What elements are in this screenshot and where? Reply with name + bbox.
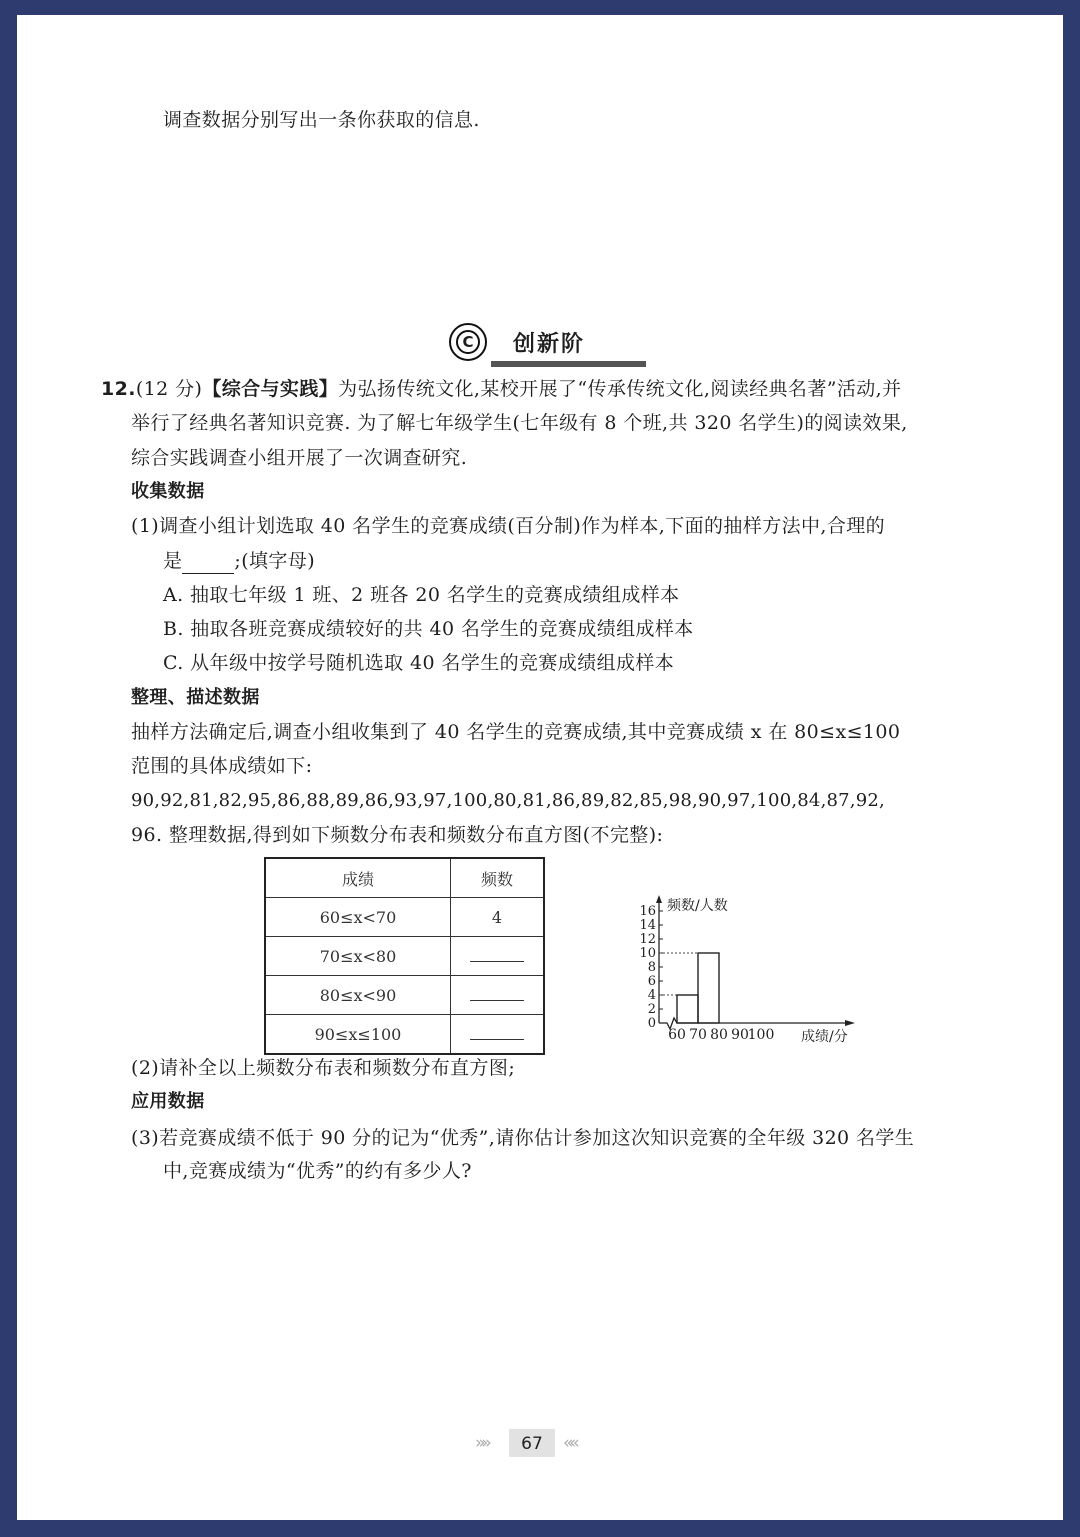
table-row: 90≤x≤100 [265,1015,544,1055]
question-number: 12. [101,378,136,400]
section-title: 创新阶 [513,332,586,357]
collect-heading: 收集数据 [131,481,205,502]
x-axis-arrow [845,1020,855,1026]
organize-heading: 整理、描述数据 [131,687,260,708]
page-number: 67 [521,1434,543,1454]
x-tick-label: 100 [747,1027,775,1043]
frequency-table [264,857,545,1055]
y-axis-arrow [656,895,662,903]
y-tick-label: 4 [647,988,656,1003]
histogram-bar [698,953,719,1023]
table-header-row [265,858,544,898]
count-blank [470,986,524,1001]
question-12-line2: 举行了经典名著知识竞赛. 为了解七年级学生(七年级有 8 个班,共 320 名学生)的阅读效果, [131,412,908,434]
x-tick-label: 90 [731,1027,749,1043]
x-tick-label: 80 [710,1027,728,1043]
question-12-line3: 综合实践调查小组开展了一次调查研究. [131,447,468,469]
y-tick-label: 10 [639,946,656,961]
count-blank [470,947,524,962]
part3-line1: (3)若竞赛成绩不低于 90 分的记为“优秀”,请你估计参加这次知识竞赛的全年级 320 名学生 [131,1127,915,1149]
count-blank [470,1025,524,1040]
score-list-line1: 90,92,81,82,95,86,88,89,86,93,97,100,80,81,86,89,82,85,98,90,97,100,84,87,92, [131,790,885,811]
x-tick-label: 70 [689,1027,707,1043]
y-tick-label: 2 [647,1002,656,1017]
score-list-line2: 96. 整理数据,得到如下频数分布表和频数分布直方图(不完整): [131,824,664,846]
organize-line1: 抽样方法确定后,调查小组收集到了 40 名学生的竞赛成绩,其中竞赛成绩 x 在 80≤x≤100 [131,721,901,743]
c-badge-icon: C [449,323,487,361]
x-axis-label: 成绩/分 [801,1029,848,1045]
y-tick-label: 8 [647,960,656,975]
part2: (2)请补全以上频数分布表和频数分布直方图; [131,1057,516,1079]
option-a: A. 抽取七年级 1 班、2 班各 20 名学生的竞赛成绩组成样本 [163,584,680,606]
y-tick-label: 16 [639,904,656,919]
section-underline [491,361,646,367]
y-tick-label: 14 [639,918,656,933]
y-axis-label: 频数/人数 [667,898,728,914]
part3-line2: 中,竞赛成绩为“优秀”的约有多少人? [163,1160,472,1182]
table-row: 70≤x<80 [265,937,544,976]
question-tag: 【综合与实践】 [202,378,339,400]
page-footer [475,1429,615,1459]
y-tick-label: 0 [647,1016,656,1031]
chevrons-right-icon: »» [475,1433,488,1453]
table-row: 80≤x<90 [265,976,544,1015]
histogram [607,873,867,1053]
part1-line2: 是 ;(填字母) [163,550,316,572]
organize-line2: 范围的具体成绩如下: [131,755,313,777]
apply-heading: 应用数据 [131,1091,205,1112]
header-count: 频数 [451,858,545,898]
question-12-line1: 12.(12 分)【综合与实践】为弘扬传统文化,某校开展了“传承传统文化,阅读经典名著”活动,并 [101,378,902,400]
section-header [449,323,619,369]
table-row: 60≤x<70 4 [265,898,544,937]
y-tick-label: 6 [647,974,656,989]
chevrons-left-icon: «« [563,1433,576,1453]
option-b: B. 抽取各班竞赛成绩较好的共 40 名学生的竞赛成绩组成样本 [163,618,694,640]
answer-blank [182,555,234,574]
question-score: (12 分) [135,378,203,400]
x-tick-label: 60 [668,1027,686,1043]
y-tick-label: 12 [639,932,656,947]
header-score: 成绩 [265,858,451,898]
histogram-bar [677,995,698,1023]
page-number-box [509,1429,555,1457]
part1-line1: (1)调查小组计划选取 40 名学生的竞赛成绩(百分制)作为样本,下面的抽样方法中,合理的 [131,515,886,537]
workbook-page [17,15,1063,1520]
top-line: 调查数据分别写出一条你获取的信息. [163,109,480,131]
option-c: C. 从年级中按学号随机选取 40 名学生的竞赛成绩组成样本 [163,652,675,674]
